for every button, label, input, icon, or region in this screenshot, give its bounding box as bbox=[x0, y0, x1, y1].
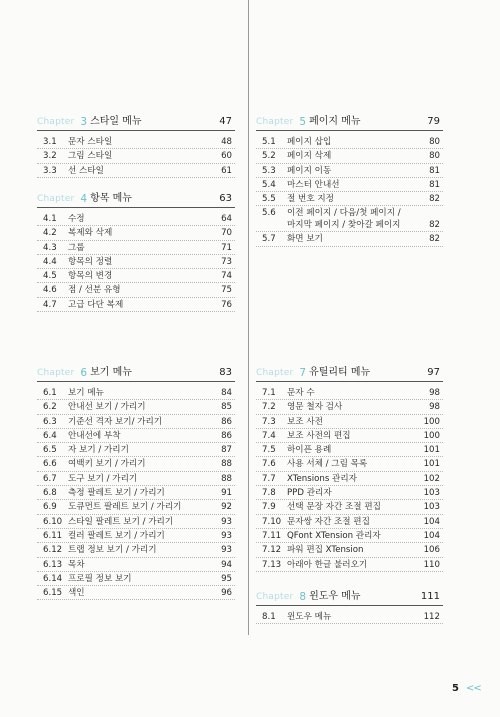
item-title: 그림 스타일 bbox=[68, 151, 113, 162]
item-title: 항목의 정렬 bbox=[68, 256, 113, 267]
item-number: 6.10 bbox=[43, 516, 63, 527]
item-number: 4.2 bbox=[43, 228, 57, 239]
item-page: 103 bbox=[423, 488, 440, 499]
item-title: 문자 수 bbox=[287, 388, 315, 398]
item-number: 7.3 bbox=[262, 416, 276, 427]
item-number: 7.1 bbox=[262, 388, 276, 398]
item-number: 3.3 bbox=[43, 165, 57, 176]
chapter-3-section bbox=[37, 115, 235, 178]
item-page: 86 bbox=[221, 416, 232, 427]
chapter-items bbox=[37, 212, 235, 312]
item-page: 101 bbox=[423, 445, 440, 456]
item-number: 6.8 bbox=[43, 488, 57, 499]
item-number: 5.1 bbox=[262, 137, 276, 147]
chapter-header[interactable] bbox=[256, 115, 443, 131]
item-title: 안내선 보기 / 가리기 bbox=[68, 402, 146, 413]
item-number: 5.2 bbox=[262, 151, 276, 162]
item-title: 프로필 정보 보기 bbox=[68, 573, 132, 584]
toc-item[interactable] bbox=[256, 386, 443, 400]
item-number: 4.3 bbox=[43, 242, 57, 253]
item-number: 5.7 bbox=[262, 234, 276, 245]
item-page: 98 bbox=[429, 388, 440, 398]
toc-item[interactable] bbox=[256, 500, 443, 514]
item-page: 80 bbox=[429, 151, 440, 162]
chapter-word: Chapter bbox=[37, 117, 75, 127]
item-number: 3.2 bbox=[43, 151, 57, 162]
item-title: 마스터 안내선 bbox=[287, 179, 340, 190]
item-title: 페이지 삽입 bbox=[287, 137, 332, 147]
item-page: 102 bbox=[423, 473, 440, 484]
item-title: 영문 철자 검사 bbox=[287, 402, 343, 413]
item-title: 보조 사전 bbox=[287, 416, 323, 427]
item-title: 항목의 변경 bbox=[68, 271, 113, 282]
chapter-header[interactable] bbox=[256, 590, 443, 606]
item-number: 7.2 bbox=[262, 402, 276, 413]
item-number: 6.14 bbox=[43, 573, 63, 584]
item-page: 64 bbox=[221, 214, 232, 224]
item-number: 6.11 bbox=[43, 530, 63, 541]
item-page: 93 bbox=[221, 516, 232, 527]
toc-item[interactable] bbox=[37, 226, 235, 240]
double-chevron-left-icon: << bbox=[466, 683, 481, 694]
item-title: 선택 문장 자간 조절 편집 bbox=[287, 502, 381, 513]
item-page: 104 bbox=[423, 516, 440, 527]
item-page: 93 bbox=[221, 530, 232, 541]
item-title: 자 보기 / 가리기 bbox=[68, 445, 129, 456]
chapter-word: Chapter bbox=[256, 592, 294, 602]
chapter-title: 스타일 메뉴 bbox=[90, 116, 142, 127]
item-number: 7.6 bbox=[262, 459, 276, 470]
chapter-word: Chapter bbox=[256, 117, 294, 127]
item-title: 수정 bbox=[68, 214, 85, 224]
chapter-header[interactable] bbox=[256, 366, 443, 382]
item-title: 아래아 한글 불러오기 bbox=[287, 559, 368, 570]
item-title: 도구 보기 / 가리기 bbox=[68, 473, 138, 484]
item-page: 75 bbox=[221, 285, 232, 296]
item-number: 6.6 bbox=[43, 459, 57, 470]
chapter-number: 8 bbox=[299, 591, 307, 603]
item-number: 6.13 bbox=[43, 559, 63, 570]
item-number: 5.4 bbox=[262, 179, 276, 190]
item-page: 100 bbox=[423, 430, 440, 441]
toc-item[interactable] bbox=[37, 443, 235, 457]
toc-item[interactable] bbox=[37, 298, 235, 312]
item-title: 점 / 선분 유형 bbox=[68, 285, 121, 296]
item-number: 6.1 bbox=[43, 388, 57, 398]
item-page: 93 bbox=[221, 545, 232, 556]
chapter-page: 79 bbox=[427, 116, 440, 127]
item-number: 7.11 bbox=[262, 530, 282, 541]
chapter-page: 63 bbox=[219, 193, 232, 204]
item-number: 4.5 bbox=[43, 271, 57, 282]
item-page: 91 bbox=[221, 488, 232, 499]
chapter-title: 윈도우 메뉴 bbox=[309, 591, 361, 602]
item-page: 110 bbox=[423, 559, 440, 570]
item-title: 문자쌍 자간 조절 편집 bbox=[287, 516, 370, 527]
item-page: 61 bbox=[221, 165, 232, 176]
item-number: 7.8 bbox=[262, 488, 276, 499]
item-title: 복제와 삭제 bbox=[68, 228, 113, 239]
item-title: PPD 관리자 bbox=[287, 488, 332, 499]
chapter-word: Chapter bbox=[256, 368, 294, 378]
item-number: 6.15 bbox=[43, 588, 63, 599]
item-page: 71 bbox=[221, 242, 232, 253]
column-divider bbox=[248, 0, 249, 635]
item-title: 그룹 bbox=[68, 242, 85, 253]
item-title: 절 번호 지정 bbox=[287, 194, 334, 205]
item-page: 82 bbox=[429, 220, 440, 231]
toc-item[interactable] bbox=[37, 558, 235, 572]
toc-item[interactable] bbox=[37, 486, 235, 500]
item-title: 보기 메뉴 bbox=[68, 388, 104, 398]
toc-item[interactable] bbox=[37, 135, 235, 149]
toc-item[interactable] bbox=[256, 178, 443, 192]
item-page: 82 bbox=[429, 194, 440, 205]
toc-item[interactable] bbox=[37, 415, 235, 429]
chapter-4-section bbox=[37, 192, 235, 312]
item-number: 8.1 bbox=[262, 612, 276, 622]
item-title: 문자 스타일 bbox=[68, 137, 113, 147]
chapter-word: Chapter bbox=[37, 194, 75, 204]
toc-item[interactable] bbox=[37, 400, 235, 414]
item-number: 5.3 bbox=[262, 165, 276, 176]
item-title: 도큐먼트 팔레트 보기 / 가리기 bbox=[68, 502, 182, 513]
item-number: 7.10 bbox=[262, 516, 282, 527]
item-number: 6.9 bbox=[43, 502, 57, 513]
item-title: 고급 다단 복제 bbox=[68, 299, 124, 310]
chapter-title: 항목 메뉴 bbox=[90, 193, 132, 204]
toc-item[interactable] bbox=[37, 386, 235, 400]
chapter-number: 4 bbox=[80, 193, 88, 205]
item-page: 88 bbox=[221, 473, 232, 484]
toc-item[interactable] bbox=[256, 529, 443, 543]
item-number: 6.2 bbox=[43, 402, 57, 413]
chapter-items bbox=[256, 610, 443, 624]
item-title: 색인 bbox=[68, 588, 85, 599]
chapter-title: 보기 메뉴 bbox=[90, 367, 132, 378]
item-page: 101 bbox=[423, 459, 440, 470]
item-number: 5.6 bbox=[262, 208, 276, 219]
chapter-5-section bbox=[256, 115, 443, 247]
item-title: 목차 bbox=[68, 559, 85, 570]
item-page: 86 bbox=[221, 430, 232, 441]
item-number: 7.7 bbox=[262, 473, 276, 484]
toc-item[interactable] bbox=[256, 149, 443, 163]
toc-item[interactable] bbox=[256, 429, 443, 443]
toc-item[interactable] bbox=[256, 232, 443, 246]
item-page: 92 bbox=[221, 502, 232, 513]
item-number: 4.7 bbox=[43, 299, 57, 310]
item-title: 스타일 팔레트 보기 / 가리기 bbox=[68, 516, 174, 527]
item-title: 측정 팔레트 보기 / 가리기 bbox=[68, 488, 165, 499]
item-number: 4.4 bbox=[43, 256, 57, 267]
item-page: 60 bbox=[221, 151, 232, 162]
item-title: 선 스타일 bbox=[68, 165, 104, 176]
item-page: 95 bbox=[221, 573, 232, 584]
item-page: 94 bbox=[221, 559, 232, 570]
toc-item[interactable] bbox=[37, 283, 235, 297]
chapter-number: 7 bbox=[299, 367, 307, 379]
item-page: 80 bbox=[429, 137, 440, 147]
toc-item[interactable] bbox=[37, 269, 235, 283]
item-number: 6.3 bbox=[43, 416, 57, 427]
item-number: 7.9 bbox=[262, 502, 276, 513]
chapter-header[interactable] bbox=[37, 192, 235, 208]
toc-item[interactable] bbox=[256, 558, 443, 572]
chapter-number: 5 bbox=[299, 116, 307, 128]
toc-item[interactable] bbox=[37, 149, 235, 163]
item-title: 기준선 격자 보기/ 가리기 bbox=[68, 416, 163, 427]
item-number: 4.1 bbox=[43, 214, 57, 224]
item-title: 안내선에 부착 bbox=[68, 430, 121, 441]
chapter-number: 6 bbox=[80, 367, 88, 379]
toc-item[interactable] bbox=[256, 486, 443, 500]
toc-item[interactable] bbox=[37, 457, 235, 471]
chapter-7-section bbox=[256, 366, 443, 572]
toc-item[interactable] bbox=[256, 457, 443, 471]
item-number: 7.4 bbox=[262, 430, 276, 441]
item-page: 98 bbox=[429, 402, 440, 413]
item-number: 6.12 bbox=[43, 545, 63, 556]
item-page: 103 bbox=[423, 502, 440, 513]
item-title: 화면 보기 bbox=[287, 234, 323, 245]
item-title: 이전 페이지 / 다음/첫 페이지 / bbox=[287, 208, 401, 219]
toc-item[interactable] bbox=[256, 192, 443, 206]
chapter-header[interactable] bbox=[37, 366, 235, 382]
toc-item[interactable] bbox=[256, 443, 443, 457]
toc-item[interactable] bbox=[37, 429, 235, 443]
chapter-items bbox=[256, 386, 443, 572]
chapter-items bbox=[37, 135, 235, 178]
item-page: 82 bbox=[429, 234, 440, 245]
toc-item[interactable] bbox=[256, 543, 443, 557]
toc-item[interactable] bbox=[37, 515, 235, 529]
item-page: 104 bbox=[423, 530, 440, 541]
item-title: XTensions 관리자 bbox=[287, 473, 357, 484]
toc-item[interactable] bbox=[37, 212, 235, 226]
chapter-page: 47 bbox=[219, 116, 232, 127]
toc-item[interactable] bbox=[37, 500, 235, 514]
toc-item[interactable] bbox=[256, 610, 443, 624]
item-number: 3.1 bbox=[43, 137, 57, 147]
item-title: 트랩 정보 보기 / 가리기 bbox=[68, 545, 157, 556]
item-title: 페이지 삭제 bbox=[287, 151, 332, 162]
toc-item[interactable] bbox=[37, 255, 235, 269]
item-title: 페이지 이동 bbox=[287, 165, 332, 176]
toc-item[interactable] bbox=[256, 164, 443, 178]
chapter-page: 111 bbox=[420, 591, 440, 602]
item-page: 100 bbox=[423, 416, 440, 427]
item-page: 106 bbox=[423, 545, 440, 556]
chapter-items bbox=[256, 135, 443, 247]
item-title: 윈도우 메뉴 bbox=[287, 612, 332, 622]
item-page: 87 bbox=[221, 445, 232, 456]
item-number: 6.5 bbox=[43, 445, 57, 456]
toc-item[interactable] bbox=[37, 543, 235, 557]
toc-item[interactable] bbox=[256, 472, 443, 486]
toc-item[interactable] bbox=[37, 164, 235, 178]
page-number: 5 bbox=[452, 683, 459, 694]
chapter-8-section bbox=[256, 590, 443, 624]
toc-item[interactable] bbox=[256, 135, 443, 149]
chapter-page: 97 bbox=[427, 367, 440, 378]
toc-item[interactable] bbox=[256, 206, 443, 232]
item-page: 112 bbox=[423, 612, 440, 622]
item-title: 여백키 보기 / 가리기 bbox=[68, 459, 146, 470]
chapter-number: 3 bbox=[80, 116, 88, 128]
chapter-title: 페이지 메뉴 bbox=[309, 116, 361, 127]
toc-item[interactable] bbox=[37, 586, 235, 600]
chapter-page: 83 bbox=[219, 367, 232, 378]
item-number: 4.6 bbox=[43, 285, 57, 296]
item-page: 74 bbox=[221, 271, 232, 282]
chapter-title: 유틸리티 메뉴 bbox=[309, 367, 371, 378]
item-title: 보조 사전의 편집 bbox=[287, 430, 351, 441]
item-page: 48 bbox=[221, 137, 232, 147]
item-page: 85 bbox=[221, 402, 232, 413]
item-title: 파워 편집 XTension bbox=[287, 545, 364, 556]
item-page: 70 bbox=[221, 228, 232, 239]
item-title: 사용 서체 / 그림 목록 bbox=[287, 459, 368, 470]
chapter-6-section bbox=[37, 366, 235, 600]
item-number: 6.7 bbox=[43, 473, 57, 484]
item-page: 88 bbox=[221, 459, 232, 470]
item-page: 96 bbox=[221, 588, 232, 599]
item-title: 하이픈 용례 bbox=[287, 445, 332, 456]
item-page: 81 bbox=[429, 179, 440, 190]
toc-item[interactable] bbox=[256, 415, 443, 429]
toc-item[interactable] bbox=[37, 472, 235, 486]
chapter-header[interactable] bbox=[37, 115, 235, 131]
item-title-line2: 마지막 페이지 / 찾아갈 페이지 bbox=[287, 220, 401, 231]
item-number: 6.4 bbox=[43, 430, 57, 441]
chapter-items bbox=[37, 386, 235, 600]
chapter-word: Chapter bbox=[37, 368, 75, 378]
item-number: 5.5 bbox=[262, 194, 276, 205]
item-page: 81 bbox=[429, 165, 440, 176]
item-number: 7.5 bbox=[262, 445, 276, 456]
toc-item[interactable] bbox=[37, 241, 235, 255]
item-page: 73 bbox=[221, 256, 232, 267]
toc-item[interactable] bbox=[37, 572, 235, 586]
item-number: 7.12 bbox=[262, 545, 282, 556]
item-title: QFont XTension 관리자 bbox=[287, 530, 381, 541]
item-title: 컬러 팔레트 보기 / 가리기 bbox=[68, 530, 165, 541]
item-number: 7.13 bbox=[262, 559, 282, 570]
toc-item[interactable] bbox=[37, 529, 235, 543]
item-page: 76 bbox=[221, 299, 232, 310]
toc-item[interactable] bbox=[256, 515, 443, 529]
toc-item[interactable] bbox=[256, 400, 443, 414]
item-page: 84 bbox=[221, 388, 232, 398]
